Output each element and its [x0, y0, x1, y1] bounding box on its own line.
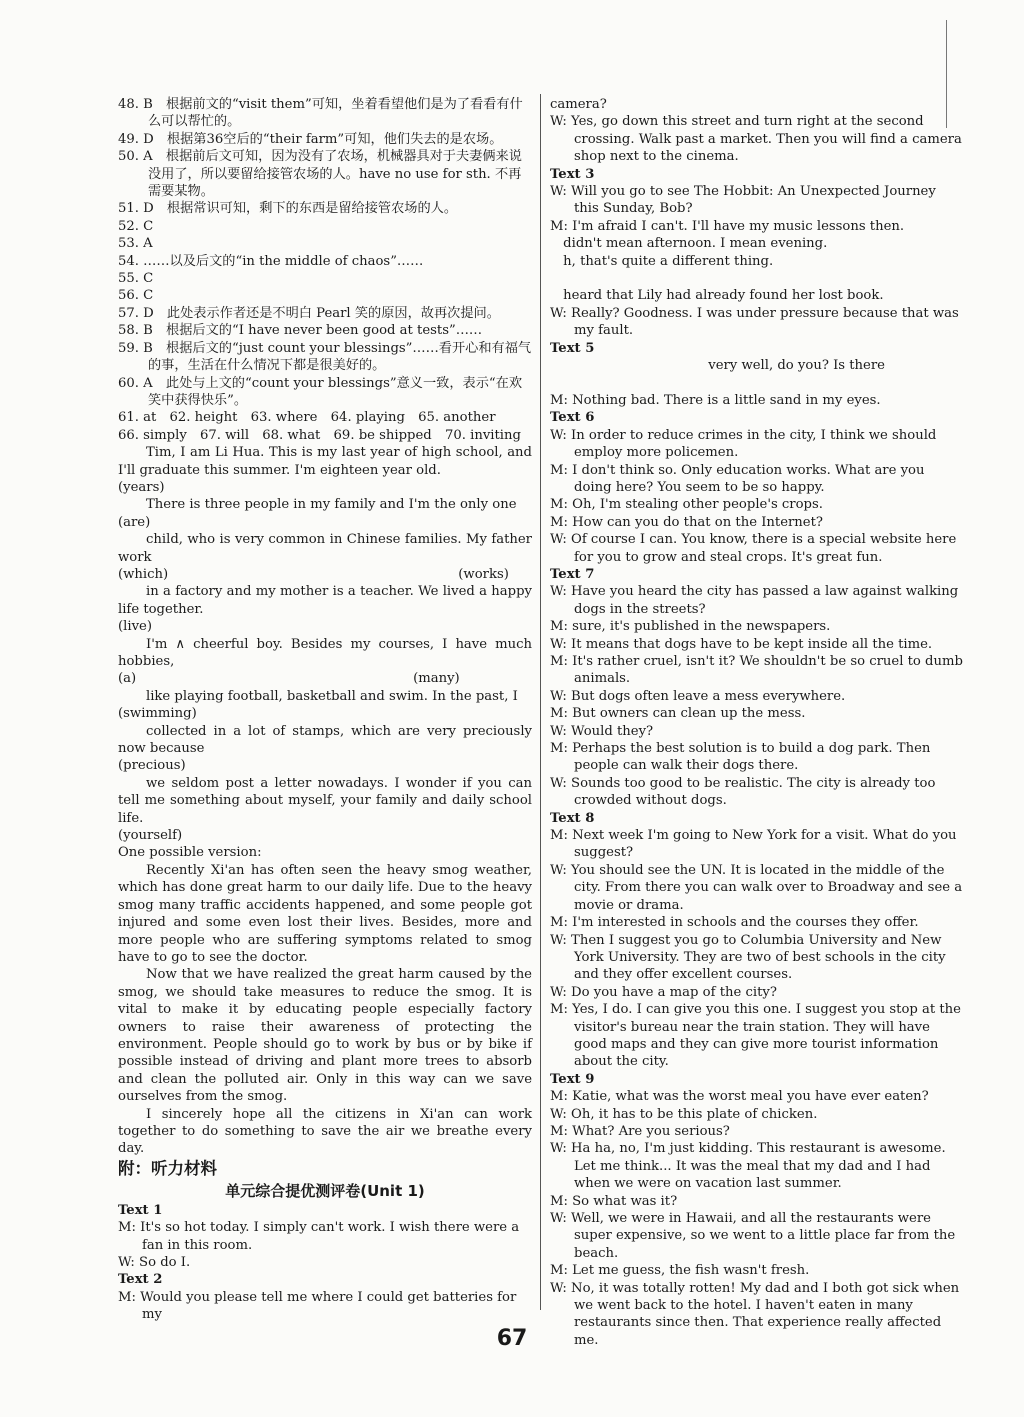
correction-note: (swimming): [118, 706, 197, 722]
letter-line: like playing football, basketball and swim. In the past, I: [146, 688, 518, 704]
answer-item: 59. B 根据后文的“just count your blessings”……看开心和有福气的事，生活在什么情况下都是很美好的。: [118, 340, 532, 374]
answer-item: 53. A: [118, 236, 153, 252]
essay-paragraph: Now that we have realized the great harm caused by the smog, we should take measures to reduce the smog. It is vital to make it by educating people especially factory owners to raise their awareness of protecting the environment. People should go to work by bus or by bike if possible instead of driving and plant more trees to absorb and clean the polluted air. Only in this way can we save ourselves from the smog.: [118, 967, 532, 1105]
dialogue-line: W: But dogs often leave a mess everywhere.: [550, 688, 846, 704]
dialogue-line: M: Nothing bad. There is a little sand in my eyes.: [550, 392, 881, 408]
dialogue-line: W: In order to reduce crimes in the city, I think we should employ more policemen.: [550, 427, 937, 461]
correction-note: (live): [118, 619, 152, 635]
letter-line: There is three people in my family and I'm the only one: [146, 497, 517, 513]
dialogue-line: camera?: [550, 97, 607, 112]
column-divider: [540, 94, 541, 1310]
answer-item: 55. C: [118, 271, 154, 287]
correction-note: (are): [118, 514, 151, 530]
answer-item: 50. A 根据前后文可知，因为没有了农场，机械器具对于夫妻俩来说没用了，所以要留给接管农场的人。have no use for sth. 不再需要某物。: [118, 149, 522, 200]
dialogue-line: M: Katie, what was the worst meal you have ever eaten?: [550, 1089, 929, 1105]
letter-line: Tim, I am Li Hua. This is my last year of high school, and I'll graduate this summer. I'm eighteen year old.: [118, 445, 532, 478]
right-column: [550, 96, 964, 1349]
correction-note: (which) (works): [118, 566, 509, 582]
dialogue-line: W: You should see the UN. It is located in the middle of the city. From there you can walk over to Broadway and see a movie or drama.: [550, 862, 963, 913]
correction-note: (a) (many): [118, 671, 460, 687]
page-number: 67: [496, 1326, 528, 1351]
dialogue-line: M: But owners can clean up the mess.: [550, 706, 806, 722]
dialogue-line: M: It's so hot today. I simply can't work. I wish there were a fan in this room.: [118, 1220, 520, 1253]
text-label: Text 7: [550, 566, 595, 582]
dialogue-line: M: sure, it's published in the newspapers.: [550, 619, 831, 635]
dialogue-line: M: Oh, I'm stealing other people's crops.: [550, 497, 823, 513]
answer-item: 51. D 根据常识可知，剩下的东西是留给接管农场的人。: [118, 201, 458, 217]
dialogue-line: W: Of course I can. You know, there is a special website here for you to grow and steal crops. It's great fun.: [550, 532, 957, 565]
dialogue-line: M: I don't think so. Only education works. What are you doing here? You seem to be so happy.: [550, 462, 925, 495]
dialogue-line: M: Perhaps the best solution is to build a dog park. Then people can walk their dogs there.: [550, 741, 931, 774]
letter-line: we seldom post a letter nowadays. I wonder if you can tell me something about myself, your family and daily school life.: [118, 775, 532, 826]
dialogue-line: M: How can you do that on the Internet?: [550, 514, 823, 530]
text-label: Text 1: [118, 1202, 163, 1218]
letter-line: I'm ∧ cheerful boy. Besides my courses, I have much hobbies,: [118, 636, 532, 669]
text-label: Text 5: [550, 340, 595, 356]
dialogue-line: W: Will you go to see The Hobbit: An Unexpected Journey this Sunday, Bob?: [550, 184, 936, 217]
dialogue-line: very well, do you? Is there: [550, 358, 885, 374]
correction-note: (precious): [118, 758, 186, 774]
text-label: Text 9: [550, 1071, 595, 1087]
answer-item: 56. C: [118, 288, 154, 304]
dialogue-line: W: Oh, it has to be this plate of chicken.: [550, 1106, 818, 1122]
text-label: Text 2: [118, 1272, 163, 1288]
dialogue-line: M: Let me guess, the fish wasn't fresh.: [550, 1263, 810, 1279]
answer-item: 52. C: [118, 218, 154, 234]
letter-line: in a factory and my mother is a teacher. We lived a happy life together.: [118, 584, 532, 617]
answer-item: 48. B 根据前文的“visit them”可知，坐着看望他们是为了看看有什么可以帮忙的。: [118, 97, 523, 130]
dialogue-line: didn't mean afternoon. I mean evening.: [550, 236, 828, 252]
left-column: [118, 96, 532, 1324]
answer-item: 66. simply 67. will 68. what 69. be shipped 70. inviting: [118, 427, 521, 443]
dialogue-line: W: Well, we were in Hawaii, and all the restaurants were super expensive, so we went to a little place far from the beach.: [550, 1211, 956, 1261]
letter-line: collected in a lot of stamps, which are very preciously now because: [118, 723, 532, 757]
dialogue-line: M: I'm interested in schools and the courses they offer.: [550, 915, 919, 931]
dialogue-line: W: Would they?: [550, 723, 654, 739]
answer-item: 49. D 根据第36空后的“their farm”可知，他们失去的是农场。: [118, 131, 503, 147]
dialogue-line: W: No, it was totally rotten! My dad and I both got sick when we went back to the hotel. I haven't eaten in many restaurants since then. That experience really affected me.: [550, 1280, 960, 1348]
dialogue-line: heard that Lily had already found her lost book.: [550, 288, 884, 304]
dialogue-line: M: What? Are you serious?: [550, 1123, 730, 1139]
dialogue-line: M: So what was it?: [550, 1193, 678, 1209]
dialogue-line: M: It's rather cruel, isn't it? We shouldn't be so cruel to dumb animals.: [550, 654, 963, 687]
essay-paragraph: Recently Xi'an has often seen the heavy smog weather, which has done great harm to our daily life. Due to the heavy smog many traffic accidents happened, and some people got injured and some even lost their lives. Besides, more and more people who are suffering symptoms related to smog have to go to see the doctor.: [118, 862, 532, 965]
essay-paragraph: I sincerely hope all the citizens in Xi'an can work together to do something to save the air we breathe every day.: [118, 1106, 532, 1157]
unit-heading: 单元综合提优测评卷(Unit 1): [225, 1181, 425, 1200]
dialogue-line: [550, 375, 964, 392]
answer-item: 60. A 此处与上文的“count your blessings”意义一致，表示“在欢笑中获得快乐”。: [118, 375, 523, 408]
answer-key: [118, 96, 532, 444]
correction-note: (years): [118, 479, 165, 495]
error-correction-letter: [118, 444, 532, 844]
dialogue-line: M: Next week I'm going to New York for a visit. What do you suggest?: [550, 828, 957, 861]
dialogue-line: W: Yes, go down this street and turn right at the second crossing. Walk past a market. Then you will find a camera shop next to the cinema.: [550, 114, 962, 165]
letter-line: child, who is very common in Chinese families. My father work: [118, 532, 532, 565]
dialogue-line: M: I'm afraid I can't. I'll have my music lessons then.: [550, 218, 905, 234]
text-label: Text 6: [550, 410, 595, 426]
answer-item: 58. B 根据后文的“I have never been good at tests”……: [118, 323, 483, 339]
dialogue-line: M: Would you please tell me where I could get batteries for my: [118, 1289, 517, 1323]
model-essay: [118, 862, 532, 1158]
answer-item: 54. ……以及后文的“in the middle of chaos”……: [118, 253, 424, 269]
text-label: Text 3: [550, 166, 595, 182]
answer-item: 57. D 此处表示作者还是不明白 Pearl 笑的原因，故再次提问。: [118, 305, 500, 321]
answer-item: 61. at 62. height 63. where 64. playing 65. another: [118, 410, 496, 426]
dialogue-line: W: It means that dogs have to be kept inside all the time.: [550, 636, 933, 652]
dialogue-line: M: Yes, I do. I can give you this one. I suggest you stop at the visitor's bureau near the train station. They will have good maps and they can give more tourist information about the city.: [550, 1002, 961, 1070]
essay-label: One possible version:: [118, 845, 262, 861]
dialogue-line: W: Do you have a map of the city?: [550, 984, 777, 1000]
dialogue-line: [550, 270, 964, 287]
dialogue-line: W: Ha ha, no, I'm just kidding. This restaurant is awesome. Let me think... It was the meal that my dad and I had when we were on vacation last summer.: [550, 1141, 946, 1192]
dialogue-line: W: Have you heard the city has passed a law against walking dogs in the streets?: [550, 584, 959, 617]
listening-texts-right: [550, 96, 964, 1349]
listening-texts-left: [118, 1202, 532, 1324]
dialogue-line: W: Really? Goodness. I was under pressure because that was my fault.: [550, 305, 959, 339]
text-label: Text 8: [550, 810, 595, 826]
appendix-heading: 附：听力材料: [118, 1158, 217, 1178]
dialogue-line: W: So do I.: [118, 1255, 191, 1270]
dialogue-line: h, that's quite a different thing.: [550, 253, 774, 269]
dialogue-line: W: Sounds too good to be realistic. The city is already too crowded without dogs.: [550, 775, 936, 809]
dialogue-line: W: Then I suggest you go to Columbia University and New York University. They are two of best schools in the city and they offer excellent courses.: [550, 932, 946, 983]
correction-note: (yourself): [118, 828, 183, 844]
